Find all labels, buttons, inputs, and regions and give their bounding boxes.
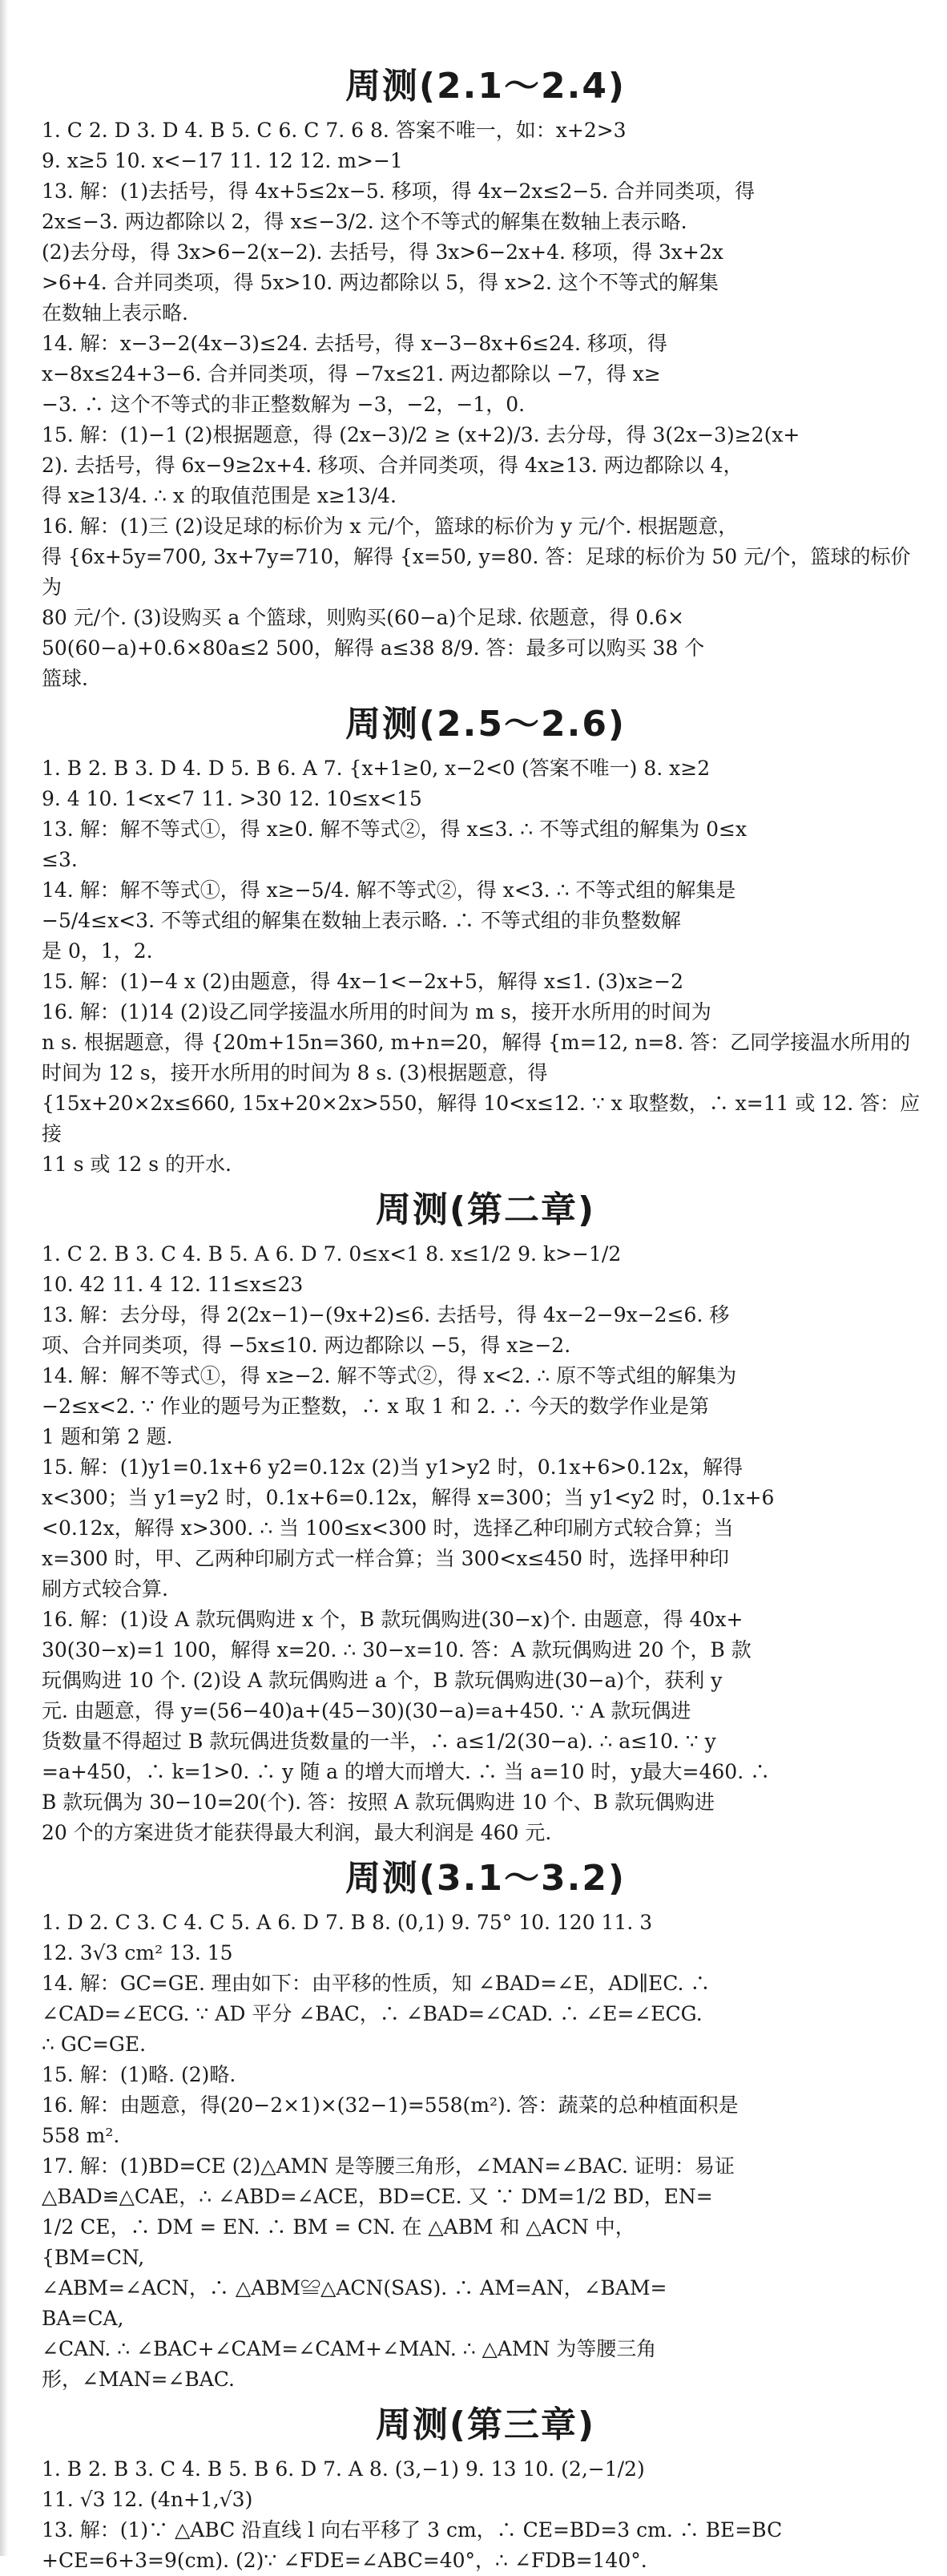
answer-line: ∠ABM=∠ACN，∴ △ABM≌△ACN(SAS). ∴ AM=AN，∠BAM= <box>42 2276 667 2299</box>
section-title: 周测(3.1～3.2) <box>345 1858 627 1899</box>
answer-section <box>42 699 929 1180</box>
answer-line: 9. 4 10. 1<x<7 11. >30 12. 10≤x<15 <box>42 787 422 810</box>
answer-line: 16. 解：(1)14 (2)设乙同学接温水所用的时间为 m s，接开水所用的时间为 <box>42 1000 711 1024</box>
answer-line: 1. C 2. D 3. D 4. B 5. C 6. C 7. 6 8. 答案不唯一，如：x+2>3 <box>42 119 627 142</box>
answer-line: 14. 解：解不等式①，得 x≥−2. 解不等式②，得 x<2. ∴ 原不等式组的解集为 <box>42 1364 737 1387</box>
answer-line: 10. 42 11. 4 12. 11≤x≤23 <box>42 1273 304 1296</box>
answer-line: 是 0，1，2. <box>42 939 153 963</box>
answer-line: 元. 由题意，得 y=(56−40)a+(45−30)(30−a)=a+450. ∵ A 款玩偶进 <box>42 1699 691 1722</box>
answer-line: (2)去分母，得 3x>6−2(x−2). 去括号，得 3x>6−2x+4. 移项，得 3x+2x <box>42 240 723 264</box>
answer-line: −2≤x<2. ∵ 作业的题号为正整数，∴ x 取 1 和 2. ∴ 今天的数学作业是第 <box>42 1395 709 1418</box>
section-title: 周测(2.5～2.6) <box>345 704 627 745</box>
answer-line: 16. 解：(1)设 A 款玩偶购进 x 个，B 款玩偶购进(30−x)个. 由题意，得 40x+ <box>42 1608 743 1631</box>
section-title: 周测(第三章) <box>375 2404 596 2445</box>
answer-line: x−8x≤24+3−6. 合并同类项，得 −7x≤21. 两边都除以 −7，得 x≥ <box>42 362 661 386</box>
answer-line: 2x≤−3. 两边都除以 2，得 x≤−3/2. 这个不等式的解集在数轴上表示略. <box>42 210 687 233</box>
answer-line: 1. C 2. B 3. C 4. B 5. A 6. D 7. 0≤x<1 8. x≤1/2 9. k>−1/2 <box>42 1242 622 1266</box>
answer-line: 1. B 2. B 3. D 4. D 5. B 6. A 7. {x+1≥0, x−2<0 (答案不唯一) 8. x≥2 <box>42 757 711 780</box>
answer-line: 在数轴上表示略. <box>42 301 188 325</box>
answer-line: +CE=6+3=9(cm). (2)∵ ∠FDE=∠ABC=40°，∴ ∠FDB=140°. <box>42 2549 647 2572</box>
answer-line: 玩偶购进 10 个. (2)设 A 款玩偶购进 a 个，B 款玩偶购进(30−a)个，获利 y <box>42 1669 723 1692</box>
answer-line: 50(60−a)+0.6×80a≤2 500，解得 a≤38 8/9. 答：最多可以购买 38 个 <box>42 636 705 660</box>
answer-line: 15. 解：(1)−4 x (2)由题意，得 4x−1<−2x+5，解得 x≤1. (3)x≥−2 <box>42 970 684 993</box>
answer-line: 得 x≥13/4. ∴ x 的取值范围是 x≥13/4. <box>42 484 397 507</box>
answer-line: 得 {6x+5y=700, 3x+7y=710，解得 {x=50, y=80. 答：足球的标价为 50 元/个，篮球的标价为 <box>42 545 911 599</box>
answer-line: <0.12x，解得 x>300. ∴ 当 100≤x<300 时，选择乙种印刷方式较合算；当 <box>42 1516 734 1540</box>
answer-line: 篮球. <box>42 667 88 690</box>
answer-line: 1 题和第 2 题. <box>42 1425 173 1448</box>
answer-line: 9. x≥5 10. x<−17 11. 12 12. m>−1 <box>42 149 403 172</box>
answer-line: ∠CAN. ∴ ∠BAC+∠CAM=∠CAM+∠MAN. ∴ △AMN 为等腰三角 <box>42 2337 657 2360</box>
answer-line: 20 个的方案进货才能获得最大利润，最大利润是 460 元. <box>42 1821 552 1844</box>
answer-line: 11. √3 12. (4n+1,√3) <box>42 2488 253 2511</box>
answer-line: 15. 解：(1)略. (2)略. <box>42 2063 236 2086</box>
answer-line: 13. 解：(1)∵ △ABC 沿直线 l 向右平移了 3 cm，∴ CE=BD=3 cm. ∴ BE=BC <box>42 2518 783 2542</box>
answer-line: >6+4. 合并同类项，得 5x>10. 两边都除以 5，得 x>2. 这个不等式的解集 <box>42 271 719 294</box>
answer-section <box>42 2400 929 2576</box>
answer-line: 13. 解：解不等式①，得 x≥0. 解不等式②，得 x≤3. ∴ 不等式组的解集为 0≤x <box>42 818 748 841</box>
answer-line: 形，∠MAN=∠BAC. <box>42 2368 235 2391</box>
answer-line: −3. ∴ 这个不等式的非正整数解为 −3，−2，−1，0. <box>42 393 526 416</box>
answer-line: 15. 解：(1)y1=0.1x+6 y2=0.12x (2)当 y1>y2 时，0.1x+6>0.12x，解得 <box>42 1456 743 1479</box>
answer-line: 80 元/个. (3)设购买 a 个篮球，则购买(60−a)个足球. 依题意，得 0.6× <box>42 606 685 629</box>
answer-line: n s. 根据题意，得 {20m+15n=360, m+n=20，解得 {m=12, n=8. 答：乙同学接温水所用的 <box>42 1031 911 1054</box>
answer-line: =a+450，∴ k=1>0. ∴ y 随 a 的增大而增大. ∴ 当 a=10 时，y最大=460. ∴ <box>42 1760 771 1783</box>
answer-line: B 款玩偶为 30−10=20(个). 答：按照 A 款玩偶购进 10 个、B 款玩偶购进 <box>42 1791 715 1814</box>
answer-line: 12. 3√3 cm² 13. 15 <box>42 1941 233 1964</box>
answer-line: BA=CA, <box>42 2307 124 2330</box>
section-title: 周测(第二章) <box>375 1189 596 1230</box>
answer-line: 2). 去括号，得 6x−9≥2x+4. 移项、合并同类项，得 4x≥13. 两边都除以 4， <box>42 454 743 477</box>
answer-line: −5/4≤x<3. 不等式组的解集在数轴上表示略. ∴ 不等式组的非负整数解 <box>42 909 681 932</box>
answer-line: 1. D 2. C 3. C 4. C 5. A 6. D 7. B 8. (0,1) 9. 75° 10. 120 11. 3 <box>42 1911 653 1934</box>
answer-line: 16. 解：由题意，得(20−2×1)×(32−1)=558(m²). 答：蔬菜的总种植面积是 <box>42 2094 739 2117</box>
answer-line: ∠CAD=∠ECG. ∵ AD 平分 ∠BAC，∴ ∠BAD=∠CAD. ∴ ∠E=∠ECG. <box>42 2002 703 2025</box>
answer-line: 时间为 12 s，接开水所用的时间为 8 s. (3)根据题意，得 <box>42 1061 548 1084</box>
answer-line: x=300 时，甲、乙两种印刷方式一样合算；当 300<x≤450 时，选择甲种印 <box>42 1547 730 1570</box>
section-title: 周测(2.1～2.4) <box>345 66 627 107</box>
answer-line: x<300；当 y1=y2 时，0.1x+6=0.12x，解得 x=300；当 y1<y2 时，0.1x+6 <box>42 1486 775 1509</box>
answer-page <box>42 56 929 2576</box>
answer-line: 1. B 2. B 3. C 4. B 5. B 6. D 7. A 8. (3,−1) 9. 13 10. (2,−1/2) <box>42 2457 645 2481</box>
answer-section <box>42 61 929 694</box>
answer-line: 15. 解：(1)−1 (2)根据题意，得 (2x−3)/2 ≥ (x+2)/3. 去分母，得 3(2x−3)≥2(x+ <box>42 423 800 446</box>
answer-line: 14. 解：解不等式①，得 x≥−5/4. 解不等式②，得 x<3. ∴ 不等式组的解集是 <box>42 878 736 902</box>
answer-line: ≤3. <box>42 848 78 871</box>
answer-line: {15x+20×2x≤660, 15x+20×2x>550，解得 10<x≤12. ∵ x 取整数，∴ x=11 或 12. 答：应接 <box>42 1092 921 1145</box>
answer-line: 货数量不得超过 B 款玩偶进货数量的一半，∴ a≤1/2(30−a). ∴ a≤10. ∵ y <box>42 1730 716 1753</box>
answer-line: 11 s 或 12 s 的开水. <box>42 1153 232 1176</box>
answer-line: 30(30−x)=1 100，解得 x=20. ∴ 30−x=10. 答：A 款玩偶购进 20 个，B 款 <box>42 1638 752 1661</box>
answer-line: {BM=CN, <box>42 2246 145 2269</box>
answer-line: 16. 解：(1)三 (2)设足球的标价为 x 元/个，篮球的标价为 y 元/个. 根据题意， <box>42 515 739 538</box>
answer-line: 项、合并同类项，得 −5x≤10. 两边都除以 −5，得 x≥−2. <box>42 1334 571 1357</box>
answer-line: 14. 解：GC=GE. 理由如下：由平移的性质，知 ∠BAD=∠E，AD∥EC. ∴ <box>42 1972 711 1995</box>
answer-line: 13. 解：去分母，得 2(2x−1)−(9x+2)≤6. 去括号，得 4x−2−9x−2≤6. 移 <box>42 1303 730 1326</box>
page-edge-shadow <box>0 0 8 2556</box>
answer-line: 13. 解：(1)去括号，得 4x+5≤2x−5. 移项，得 4x−2x≤2−5. 合并同类项，得 <box>42 180 756 203</box>
answer-line: 17. 解：(1)BD=CE (2)△AMN 是等腰三角形，∠MAN=∠BAC. 证明：易证 <box>42 2154 735 2178</box>
answer-line: 1/2 CE，∴ DM = EN. ∴ BM = CN. 在 △ABM 和 △ACN 中， <box>42 2215 635 2239</box>
answer-line: 刷方式较合算. <box>42 1577 168 1601</box>
answer-section <box>42 1185 929 1848</box>
answer-line: △BAD≌△CAE，∴ ∠ABD=∠ACE，BD=CE. 又 ∵ DM=1/2 BD，EN= <box>42 2185 713 2208</box>
answer-line: 14. 解：x−3−2(4x−3)≤24. 去括号，得 x−3−8x+6≤24. 移项，得 <box>42 332 667 355</box>
answer-section <box>42 1853 929 2395</box>
answer-line: 558 m². <box>42 2124 120 2147</box>
answer-line: ∴ GC=GE. <box>42 2033 147 2056</box>
